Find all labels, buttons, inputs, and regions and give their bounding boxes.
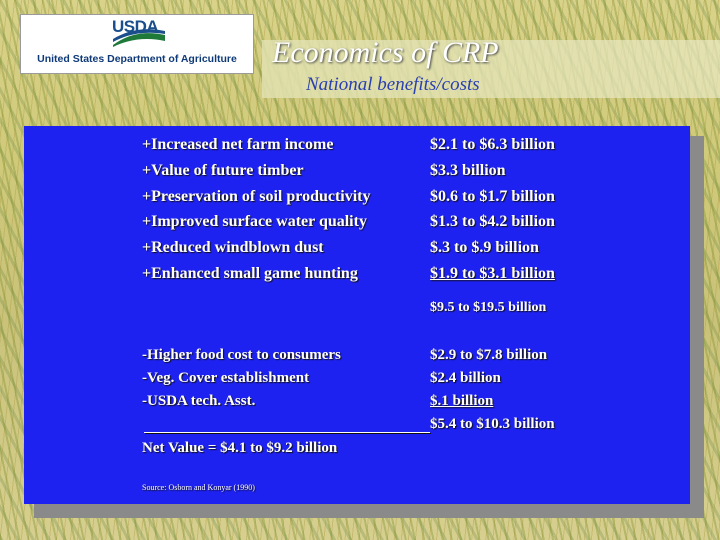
benefit-value: $1.3 to $4.2 billion [430,213,555,230]
cost-label: -USDA tech. Asst. [142,393,256,409]
cost-label: -Higher food cost to consumers [142,347,341,363]
benefits-total: $9.5 to $19.5 billion [430,300,547,315]
usda-logo [20,14,254,74]
benefit-value: $2.1 to $6.3 billion [430,136,555,153]
benefit-value: $1.9 to $3.1 billion [430,265,555,282]
benefit-label: +Reduced windblown dust [142,239,324,256]
benefit-label: +Preservation of soil productivity [142,188,371,205]
slide-subtitle: National benefits/costs [306,74,480,95]
cost-label: -Veg. Cover establishment [142,370,310,386]
usda-department-name: United States Department of Agriculture [37,53,237,65]
cost-value: $2.4 billion [430,370,501,386]
cost-value: $.1 billion [430,393,494,409]
cost-value: $2.9 to $7.8 billion [430,347,548,363]
source-citation: Source: Osborn and Konyar (1990) [142,483,255,492]
slide-title: Economics of CRP [272,36,499,69]
divider-rule [144,432,430,433]
costs-total: $5.4 to $10.3 billion [430,416,555,432]
usda-abbr: USDA [112,17,159,36]
benefit-label: +Increased net farm income [142,136,334,153]
benefit-value: $0.6 to $1.7 billion [430,188,555,205]
content-panel [24,126,690,504]
net-value: Net Value = $4.1 to $9.2 billion [142,440,338,456]
benefit-value: $.3 to $.9 billion [430,239,539,256]
benefit-label: +Improved surface water quality [142,213,367,230]
benefit-label: +Value of future timber [142,162,304,179]
benefit-value: $3.3 billion [430,162,506,179]
benefit-label: +Enhanced small game hunting [142,265,358,282]
